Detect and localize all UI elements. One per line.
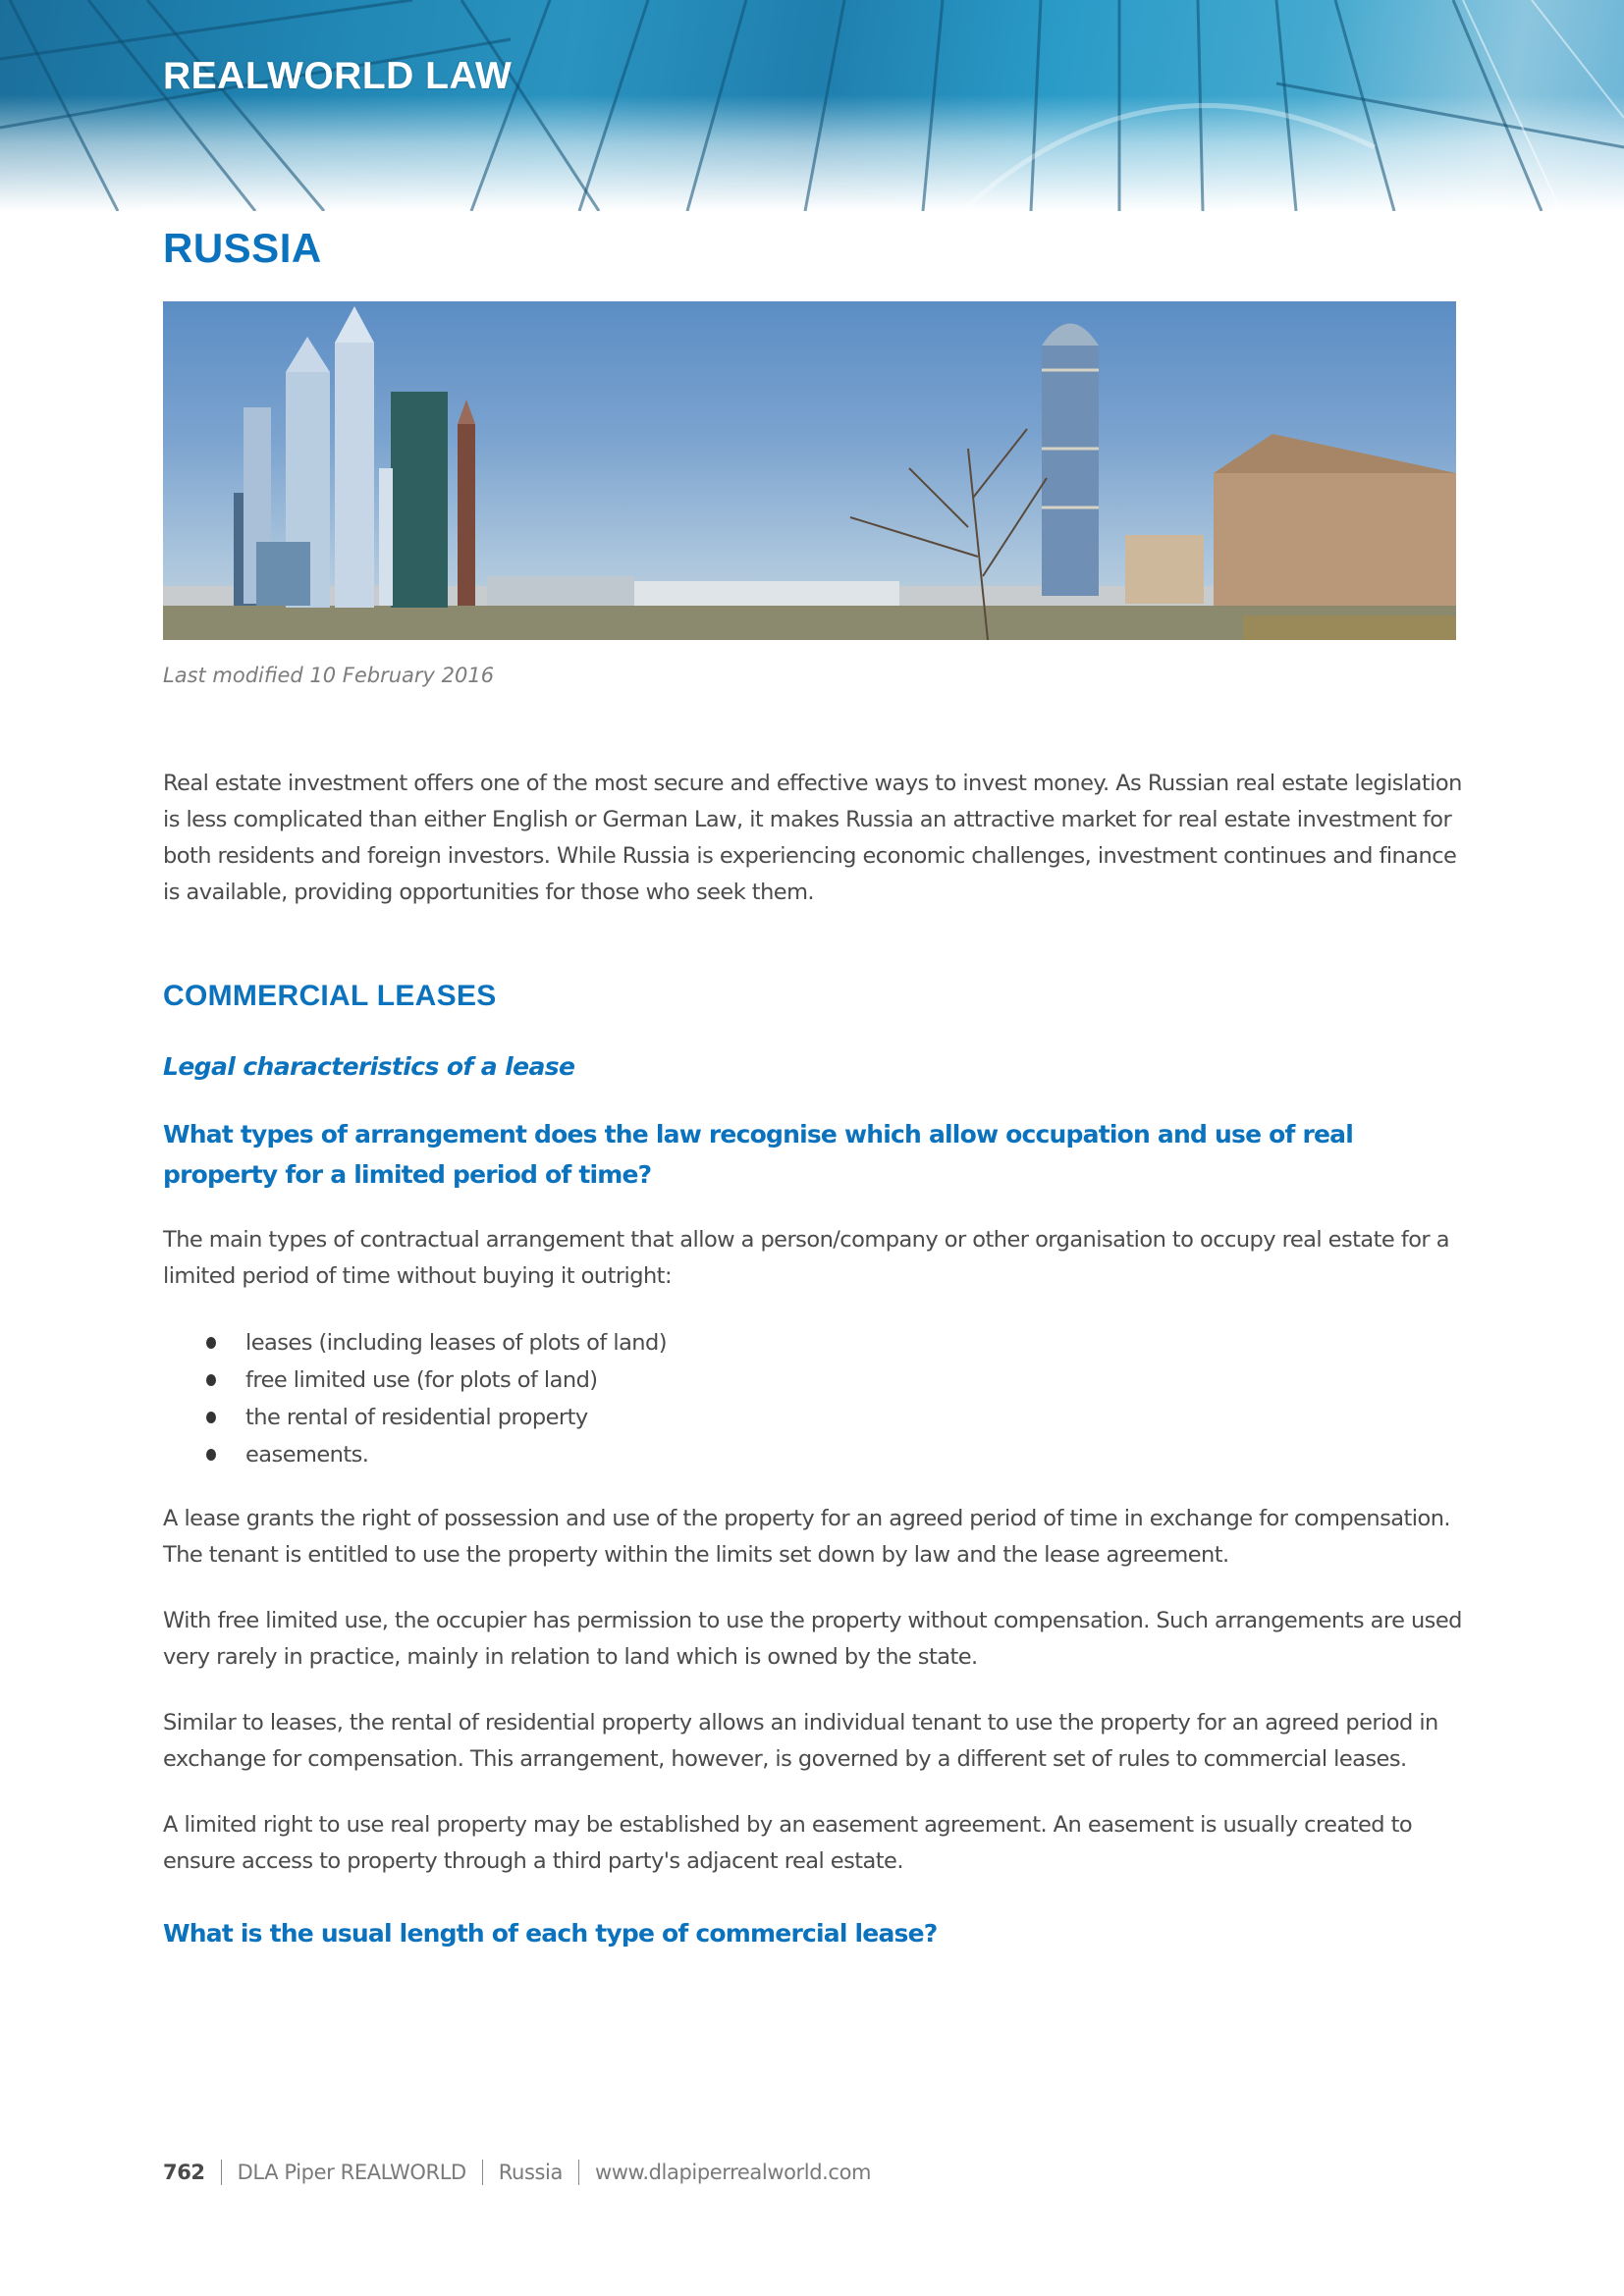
footer-divider [482, 2160, 483, 2185]
banner-title: REALWORLD LAW [163, 55, 513, 97]
footer-country: Russia [498, 2161, 563, 2184]
footer-divider [578, 2160, 579, 2185]
intro-paragraph: Real estate investment offers one of the most secure and effective ways to invest money. As Russian real estate legislation is less complicated than either English or German Law, it makes Russia an attractive market for real estate investment for both residents and foreign investors. While Russia is experiencing economic challenges, investment continues and finance is available, providing opportunities for those who seek them. [163, 771, 1462, 905]
website-link[interactable]: www.dlapiperrealworld.com [594, 2161, 872, 2184]
bullet-icon [206, 1412, 216, 1423]
list-item: free limited use (for plots of land) [206, 1362, 1469, 1399]
glass-building-graphic [0, 0, 1624, 211]
question-heading-lease-length: What is the usual length of each type of commercial lease? [163, 1919, 938, 1948]
publication-name: DLA Piper REALWORLD [237, 2161, 466, 2184]
document-body [163, 766, 1469, 1981]
bullet-icon [206, 1449, 216, 1461]
question-heading: What types of arrangement does the law recognise which allow occupation and use of real property for a limited period of time? [163, 1120, 1354, 1189]
list-item: easements. [206, 1436, 1469, 1473]
skyline-illustration [163, 301, 1456, 640]
last-modified-date: Last modified 10 February 2016 [163, 664, 495, 687]
moscow-skyline-photo [163, 301, 1456, 640]
footer-divider [221, 2160, 222, 2185]
subsection-heading: Legal characteristics of a lease [163, 1052, 575, 1081]
arrangement-list [163, 1324, 1469, 1473]
bullet-icon [206, 1374, 216, 1386]
header-banner [0, 0, 1624, 211]
page-title: RUSSIA [163, 225, 322, 271]
answer-intro: The main types of contractual arrangement that allow a person/company or other organisation to occupy real estate for a limited period of time without buying it outright: [163, 1227, 1449, 1289]
list-item: leases (including leases of plots of land) [206, 1324, 1469, 1362]
paragraph-residential-rental: Similar to leases, the rental of residential property allows an individual tenant to use the property for an agreed period in exchange for compensation. This arrangement, however, is governed by a different set of rules to commercial leases. [163, 1710, 1438, 1772]
paragraph-lease: A lease grants the right of possession and use of the property for an agreed period of time in exchange for compensation. The tenant is entitled to use the property within the limits set down by law and the lease agreement. [163, 1506, 1451, 1568]
section-heading: COMMERCIAL LEASES [163, 980, 497, 1012]
page-number: 762 [163, 2161, 205, 2184]
page-footer [163, 2160, 871, 2185]
bullet-icon [206, 1337, 216, 1349]
paragraph-free-limited-use: With free limited use, the occupier has permission to use the property without compensation. Such arrangements are used very rarely in practice, mainly in relation to land which is owned by the state. [163, 1608, 1462, 1670]
paragraph-easement: A limited right to use real property may be established by an easement agreement. An easement is usually created to ensure access to property through a third party's adjacent real estate. [163, 1812, 1413, 1874]
list-item: the rental of residential property [206, 1399, 1469, 1436]
